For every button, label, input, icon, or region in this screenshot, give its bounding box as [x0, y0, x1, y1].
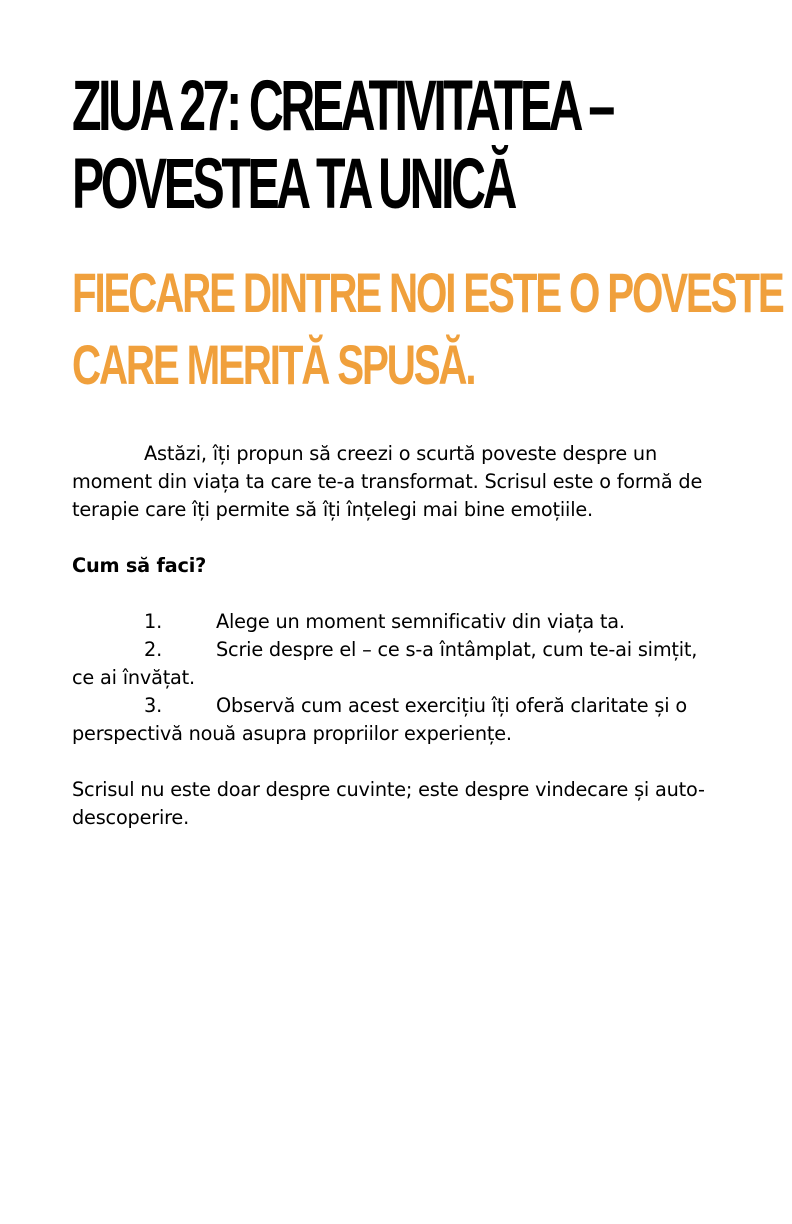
step-item [72, 608, 720, 636]
step-text: Scrie despre el – ce s-a întâmplat, cum te-ai simțit, ce ai învățat. [72, 638, 698, 689]
body-text [72, 440, 720, 832]
closing-paragraph: Scrisul nu este doar despre cuvinte; este despre vindecare și auto-descoperire. [72, 778, 705, 829]
page-subtitle-line-1: FIECARE DINTRE NOI ESTE O POVESTE [72, 261, 783, 324]
page-subtitle [72, 257, 792, 401]
step-number: 3. [144, 694, 162, 717]
step-text: Alege un moment semnificativ din viața ta. [216, 610, 625, 633]
step-item [72, 692, 720, 748]
page-title-line-2: POVESTEA TA UNICĂ [72, 145, 515, 224]
intro-paragraph: Astăzi, îți propun să creezi o scurtă poveste despre un moment din viața ta care te-a transformat. Scrisul este o formă de terapie care îți permite să îți înțelegi mai bine emoțiile. [72, 442, 703, 521]
page-title [72, 68, 720, 224]
spacer [72, 524, 720, 552]
spacer [72, 580, 720, 608]
document-page [72, 67, 783, 829]
step-item [72, 636, 720, 692]
step-number: 2. [144, 638, 162, 661]
page-subtitle-line-2: CARE MERITĂ SPUSĂ. [72, 333, 475, 396]
spacer [72, 748, 720, 776]
page-title-line-1: ZIUA 27: CREATIVITATEA – [72, 67, 612, 146]
how-to-heading: Cum să faci? [72, 554, 207, 577]
step-number: 1. [144, 610, 162, 633]
step-text: Observă cum acest exercițiu îți oferă claritate și o perspectivă nouă asupra propriilor experiențe. [72, 694, 687, 745]
